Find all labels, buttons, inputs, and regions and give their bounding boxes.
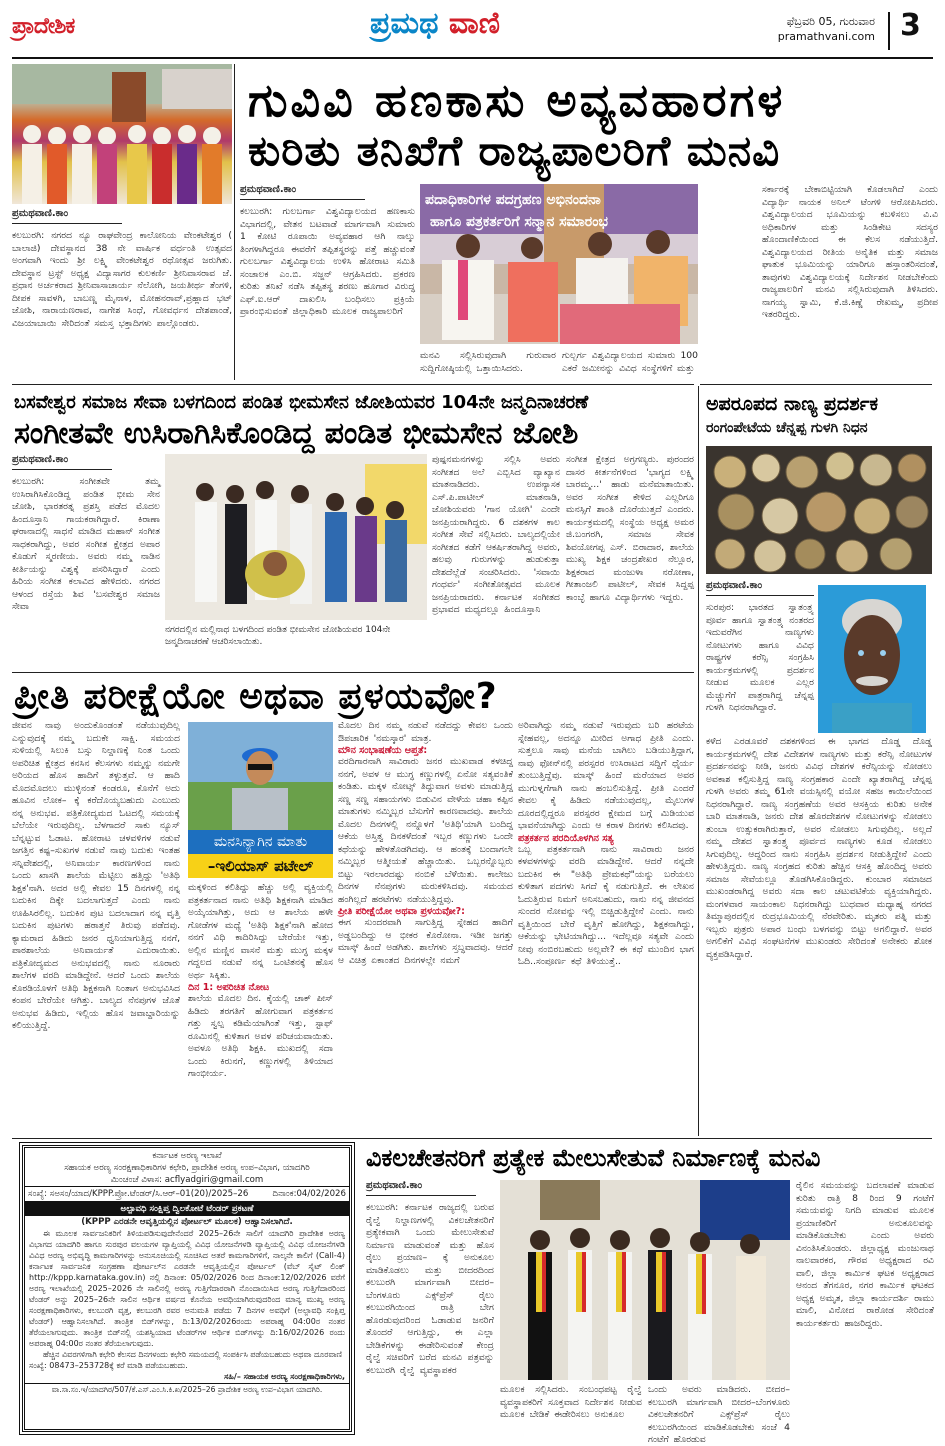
joshi-event-photo <box>165 454 427 620</box>
issue-date: ಫೆಬ್ರವರಿ 05, ಗುರುವಾರ <box>786 15 875 28</box>
story4-col-narrow-text: ಸುರಪುರ: ಭಾರತದ ಸ್ವಾತಂತ್ರ್ಯ ಪೂರ್ವ ಹಾಗೂ ಸ್ವಾತಂತ್ರ್ಯ ನಂತರದ ಇದುವರೆಗಿನ ನಾಣ್ಯಗಳು ನೋಟುಗಳು ಹಾಗೂ ವಿವಿಧ ರಾಷ್ಟ್ರಗಳ ಕರೆನ್ಸಿ ಸಂಗ್ರಹಿಸಿ ಕಾರ್ಯಕ್ರಮಗಳಲ್ಲಿ ಪ್ರದರ್ಶನ ನೀಡುವ ಮೂಲಕ ಎಲ್ಲರ ಮೆಚ್ಚುಗೆಗೆ ಪಾತ್ರರಾಗಿದ್ದ ಚೆನ್ನಪ್ಪ ಗುಳಗಿ ನಿಧನರಾಗಿದ್ದಾರೆ. <box>706 602 814 713</box>
section-name: ಪ್ರಾದೇಶಿಕ <box>12 14 75 39</box>
tender-ad <box>22 1145 352 1432</box>
author-box <box>188 722 333 878</box>
ad-email[interactable]: acflyadgiri@gmail.com <box>164 1175 264 1185</box>
story2-col1 <box>240 184 415 319</box>
story5-col2 <box>188 882 333 1081</box>
author-name: –ಇಲಿಯಾಸ್ ಪಟೇಲ್ <box>188 854 333 878</box>
story4-headline: ಅಪರೂಪದ ನಾಣ್ಯ ಪ್ರದರ್ಶಕ <box>706 393 879 415</box>
procession-photo-art <box>12 64 232 204</box>
story3-col1-text: ಕಲಬುರಗಿ: ಸಂಗೀತವೇ ತಮ್ಮ ಉಸಿರಾಗಿಸಿಕೊಂಡಿದ್ದ ಪಂಡಿತ ಭೀಮ ಸೇನ ಜೋಶಿ, ಭಾರತರತ್ನ ಪ್ರಶಸ್ತಿ ಪಡೆದ ಮೊದಲ ಹಿಂದೂಸ್ತಾನಿ ಗಾಯಕರಾಗಿದ್ದಾರೆ. ಕಿರಾಣಾ ಘರಾನಾದಲ್ಲಿ ಸಾಧನೆ ಮಾಡಿದ ಮಹಾನ್ ಸಂಗೀತ ಸಾಧಕರಾಗಿದ್ದು, ಅವರ ಸಂಗೀತ ಕ್ಷೇತ್ರದ ಅಪಾರ ಕೊಡುಗೆ ಸ್ಮರಣೀಯ. ಅವರು ನಮ್ಮ ನಾಡಿನ ಕೀರ್ತಿಯನ್ನು ವಿಶ್ವಕ್ಕೆ ಪಸರಿಸಿದ್ದಾರೆ ಎಂದು ಹಿರಿಯ ಸಂಗೀತ ಕಲಾವಿದ ಹೇಳಿದರು. ನಗರದ ಆಳಂದ ರಸ್ತೆಯ ಶಿವ 'ಬಸವೇಶ್ವರ ಸಮಾಜ ಸೇವಾ <box>12 476 160 612</box>
story5-col3-text-a: ಮೊದಲ ದಿನ ನಮ್ಮ ನಡುವೆ ನಡೆದದ್ದು ಕೇವಲ ಒಂದು ಔಪಚಾರಿಕ 'ನಮಸ್ಕಾರ' ಮಾತ್ರ. <box>338 720 513 744</box>
story3-headline: ಸಂಗೀತವೇ ಉಸಿರಾಗಿಸಿಕೊಂಡಿದ್ದ ಪಂಡಿತ ಭೀಮಸೇನ ಜೋಶಿ <box>14 416 579 451</box>
story5-col4-text-b: ಒಬ್ಬ ಪತ್ರಕರ್ತನಾಗಿ ನಾನು ಸಾವಿರಾರು ಜನರ ಕಳವಳಗಳನ್ನು ವರದಿ ಮಾಡಿದ್ದೇನೆ. ಆದರೆ ನನ್ನದೇ ಬದುಕಿನ ಈ "ಅತಿಥಿ ಪ್ರೇಮಕಥೆ"ಯನ್ನು ಬರೆಯಲು ಕುಳಿತಾಗ ಪದಗಳು ಸಿಗದೆ ಕೈ ನಡುಗುತ್ತಿದೆ. ಈ ಲೇಖನ ಓದುತ್ತಿರುವ ನಿಮಗೆ ಅನಿಸಬಹುದು, ನಾನು ನನ್ನ ಜೀವನದ ಸುಂದರ ನೋವನ್ನು ಇಲ್ಲಿ ಬಿಚ್ಚಿಡುತ್ತಿದ್ದೇನೆ ಎಂದು. ನಾನು ವೃತ್ತಿಯಿಂದ ಬೇರೆ ವೃತ್ತಿಗೆ ಹೋಗಿದ್ದು, ಶಿಕ್ಷಕನಾಗಿದ್ದು, ಆಕೆಯನ್ನು ಭೇಟಿಯಾಗಿದ್ದು... ಇದೆಲ್ಲವೂ ಸತ್ಯವೇ ಎಂದು ನೀವು ನಂಬಿರಬಹುದು ಅಲ್ಲವೇ? ಈ ಕಥೆ ಮುಂದಿನ ಭಾಗ ಓದಿ..ಸಂಪೂರ್ಣ ಕಥೆ ತಿಳಿಯುತ್ತೆ.. <box>518 843 694 967</box>
story5-subhead-truth: ಪತ್ರಕರ್ತನ ಪರದಿಯೊಳಗಿನ ಸತ್ಯ <box>518 832 614 844</box>
story6-col1 <box>366 1180 494 1377</box>
story6-col4: ರೈಲಿನ ಸಮಯವನ್ನು ಬದಲಾವಣೆ ಮಾಡುವ ಕುರಿತು ರಾತ್ರಿ 8 ರಿಂದ 9 ಗಂಟೆಗೆ ಸಮಯವನ್ನು ನಿಗದಿ ಮಾಡುವ ಮೂಲಕ ಪ್ರಯಾಣಿಕರಿಗೆ ಅನುಕೂಲವನ್ನು ಮಾಡಿಕೊಡಬೇಕು ಎಂದು ಅವರು ವಿನಂತಿಸಿಕೊಂಡರು. ಜಿಲ್ಲಾಧ್ಯಕ್ಷ ಮಂಜುನಾಥ ನಾಲವಾರಕರ, ಗೌರವ ಅಧ್ಯಕ್ಷರಾದ ರವಿ ವಾಲಿ, ಜಿಲ್ಲಾ ಕಾರ್ಮಿಕ ಘಟಕ ಅಧ್ಯಕ್ಷರಾದ ಆನಂದ ತೆಗನೂರ, ನಗರ ಕಾರ್ಮಿಕ ಘಟಕದ ಅಧ್ಯಕ್ಷ ಅಮೃತ, ಜಿಲ್ಲಾ ಕಾರ್ಯದರ್ಶಿ ರಾಮು ಮಾಲಿ, ವಿನೋದ ರಾಠೋಡ ಸೇರಿದಂತೆ ಕಾರ್ಯಕರ್ತರು ಹಾಜರಿದ್ದರು. <box>796 1180 934 1329</box>
railway-photo-art <box>500 1180 790 1380</box>
chennappa-portrait <box>818 585 926 733</box>
story5-col2-text-b: ಶಾಲೆಯ ಮೊದಲ ದಿನ. ಕೈಯಲ್ಲಿ ಚಾಕ್ ಪೀಸ್ ಹಿಡಿದು ತರಗತಿಗೆ ಹೋಗುವಾಗ ಪತ್ರಕರ್ತನ ಗತ್ತು ಸ್ವಲ್ಪ ಕಡಿಮೆಯಾಗಿಂತೆ ಇತ್ತು, ಸ್ಟಾಫ್ ರೂಮಿನಲ್ಲಿ ಕುಳಿತಾಗ ಅವಳ ಪರಿಚಯವಾಯಿತು. ಅವಳೂ ಅತಿಥಿ ಶಿಕ್ಷಕಿ. ಮುಖದಲ್ಲಿ ಸದಾ ಒಂದು ಕಿರುನಗೆ, ಕಣ್ಣುಗಳಲ್ಲಿ ತಿಳಿಯಾದ ಗಾಂಭೀರ್ಯ. <box>188 993 333 1079</box>
column-name: ಮನಸಿನ್ಯಾಗಿನ ಮಾತು <box>188 830 333 854</box>
coins-photo-art <box>706 446 932 574</box>
section-rule <box>700 384 932 385</box>
divider <box>888 12 890 50</box>
website-link[interactable]: pramathvani.com <box>777 30 875 43</box>
story3-kicker: ಬಸವೇಶ್ವರ ಸಮಾಜ ಸೇವಾ ಬಳಗದಿಂದ ಪಂಡಿತ ಭೀಮಸೇನ ಜೋಶಿಯವರ 104ನೇ ಜನ್ಮದಿನಾಚರಣೆ <box>14 392 589 413</box>
author-photo <box>188 722 333 830</box>
paper-name-part2: ವಾಣಿ <box>448 6 501 41</box>
press-meet-photo-art <box>420 184 698 344</box>
ad-reference-row <box>25 1186 349 1202</box>
column-divider <box>234 64 235 380</box>
story1-photo <box>12 64 232 204</box>
story5-col2-text-a: ಮಕ್ಕಳಿಂದ ಕಲಿತಿದ್ದು ಹೆಚ್ಚು ಅಲ್ಲಿ ವ್ಯಕ್ತಿಯಲ್ಲಿ ಪತ್ರಕರ್ತನಾದ ನಾನು ಅತಿಥಿ ಶಿಕ್ಷಕನಾಗಿ ಮಾಡಿದ ಅಯ್ಕೆಯಾಗಿತ್ತು, ಅದು ಆ ಶಾಲೆಯ ಹಳೇ ಗೋಡೆಗಳ ಮಧ್ಯೆ 'ಅತಿಥಿ ಶಿಕ್ಷಕ'ನಾಗಿ ಹೋದ ನನಗೆ ವಿಧಿ ಕಾದಿರಿಸಿದ್ದು ಬೇರೆಯೇ ಇತ್ತು, ಅಲ್ಲಿನ ಮಣ್ಣಿನ ವಾಸನೆ ಮತ್ತು ಮುಗ್ಧ ಮಕ್ಕಳ ಗದ್ದಲದ ನಡುವೆ ನನ್ನ ಒಂಟಿತನಕ್ಕೆ ಹೊಸ ಅರ್ಥ ಸಿಕ್ಕಿತು. <box>188 882 333 981</box>
portrait-art <box>818 585 926 733</box>
ad-email-label: ಮಿಂಚಂಚೆ ವಿಳಾಸ: <box>110 1175 163 1185</box>
story2-col2: ಮನವಿ ಸಲ್ಲಿಸಿರುವುದಾಗಿ ಗುರುವಾರ ಸುದ್ದಿಗೋಷ್ಠಿಯಲ್ಲಿ ಒತ್ತಾಯಿಸಿದರು. <box>420 350 556 374</box>
story3-photo-caption: ನಗರದಲ್ಲಿನ ಮಲ್ಲಿನಾಥ ಬಳಗದಿಂದ ಪಂಡಿತ ಭೀಮಸೇನ ಜೋಶಿಯವರ 104ನೇ ಜನ್ಮದಿನಾಚರಣೆ ಆಚರಿಸಲಾಯಿತು. <box>165 625 391 647</box>
ad-body-contact: ಹೆಚ್ಚಿನ ವಿವರಗಳಿಗಾಗಿ ಕಛೇರಿ ಕೆಲಸದ ದಿನಗಳಂದು ಕಛೇರಿ ಸಮಯದಲ್ಲಿ ಸಂಪರ್ಕಿಸಿ ಪಡೆಯಬಹುದು ಅಥವಾ ದೂರವಾಣಿ ಸಂಖ್ಯೆ: 08473–253728ಕ್ಕೆ ಕರೆ ಮಾಡಿ ಪಡೆಯಬಹುದು. <box>29 1350 343 1370</box>
story5-subhead-test: ಪ್ರೀತಿ ಪರೀಕ್ಷೆಯೋ ಅಥವಾ ಪ್ರಳಯವೋ?: <box>338 906 465 917</box>
story6-col2: ಮೂಲಕ ಸಲ್ಲಿಸಿದರು. ಸಂಬಂಧಪಟ್ಟ ರೈಲ್ವೆ ವ್ಯವಸ್ಥಾಪಕರಿಗೆ ಸೂಕ್ತವಾದ ನಿರ್ದೇಶನ ನೀಡುವ ಮೂಲಕ ಬೇಡಿಕೆ ಈಡೇರಿಸಲು ಅನುಕೂಲ <box>500 1384 642 1420</box>
story2-col4: ಸರ್ಕಾರಕ್ಕೆ ಬೇಕಾಬಿಟ್ಟಿಯಾಗಿ ಕೊಡಲಾಗಿದೆ ಎಂದು ವಿದ್ಯಾರ್ಥಿ ನಾಯಕ ಅನಿಲ್ ಟೆಂಗಳಿ ಆರೋಪಿಸಿದರು. ವಿಶ್ವವಿದ್ಯಾಲಯದ ಭೂಮಿಯನ್ನು ಕಬಳಿಸಲು ವಿ.ವಿ ಅಧಿಕಾರಿಗಳ ಮತ್ತು ಸಿಂಡಿಕೇಟ ಸದಸ್ಯರ ಹೊಂದಾಣಿಕೆಯಿಂದ ಈ ಕೆಲಸ ನಡೆಯುತ್ತಿದೆ. ವಿಶ್ವವಿದ್ಯಾಲಯದ ರೀತಿಯ ಅನೈತಿಕ ಮತ್ತು ಸಮಾಜ ಘಾತುಕ ಭೂಮಿಯನ್ನು ಯಾರಿಗೂ ಹಸ್ತಾಂತರಿಸದಂತೆ, ತಾವುಗಳು ವಿಶ್ವವಿದ್ಯಾಲಯಕ್ಕೆ ನಿರ್ದೇಶನ ನೀಡಬೇಕೆಂದು ರಾಜ್ಯಪಾಲರಿಗೆ ಮನವಿ ಸಲ್ಲಿಸಿರುವುದಾಗಿ ತಿಳಿಸಿದರು. ನಾಗಯ್ಯ ಸ್ವಾಮಿ, ಕೆ.ಜಿ.ಕಿಣ್ಣೆ ರೇಖಮ್ಮ, ಪ್ರದೀಪ ಇತರರಿದ್ದರು. <box>762 184 938 320</box>
press-meet-photo <box>420 184 698 344</box>
ad-body: ಈ ಮೂಲಕ ಸಾರ್ವಜನಿಕರಿಗೆ ತಿಳಿಯಪಡಿಸುವುದೇನೆಂದರೆ 2025–26ನೇ ಸಾಲಿಗೆ ಯಾದಗಿರಿ ಪ್ರಾದೇಶಿಕ ಅರಣ್ಯ ವಿಭಾಗದ ಯಾದಗಿರಿ ಹಾಗೂ ಸುರಪುರ ವಲಯಗಳ ವ್ಯಾಪ್ತಿಯಲ್ಲಿ ವಿವಿಧ ಯೋಜನೆಗಳಡಿ ವ್ಯಾಪ್ತಿಯಲ್ಲಿ ವಿವಿಧ ಯೋಜನೆಗಳಡಿ ವಿವಿಧ ಅರಣ್ಯ ಅಭಿವೃದ್ಧಿ ಕಾಮಗಾರಿಗಳನ್ನು ಅನುಸೂಚಿಯಲ್ಲಿ ಸೂಚಿಸಿದ ಅತರೆ ಕಾಮಗಾರಿಗಳಿಗೆ, ನಾಲ್ಕನೇ ಕಾಲಿಗೆ (Call-4) ಕರ್ನಾಟಕ ಸಾರ್ವಜನಿಕ ಸಂಗ್ರಹಣಾ ಪೋರ್ಟಲ್‌ನ ಎರಡನೇ ಆವೃತ್ತಿಯಲ್ಲಿನ ಪೋರ್ಟಲ್ (ವೆಬ್ ಸೈಟ್ ಲಿಂಕ್ http://kppp.karnataka.gov.in) ನಲ್ಲಿ ದಿನಾಂಕ: 05/02/2026 ರಿಂದ ದಿನಾಂಕ:12/02/2026 ವರೆಗೆ ಅರಣ್ಯ ಇಲಾಖೆಯಲ್ಲಿ 2025–2026 ನೇ ಸಾಲಿನಲ್ಲಿ ಅರಣ್ಯ ಗುತ್ತಿಗೆದಾರರಾಗಿ ನೊಂದಾಯಿಸಿದ ಅರಣ್ಯ ಗುತ್ತಿಗೆದಾರರಿಂದ ಟೆಂಡರ್ ಅನ್ನು 2025–26ನೇ ಸಾಲಿನ ಆರ್ಥಿಕ ವರ್ಷದ ಕೊನೆಯ ಅವಧಿಯಾಗಿರುವುದರಿಂದ ಮಾನ್ಯ ಮುಖ್ಯ ಅರಣ್ಯ ಸಂರಕ್ಷಣಾಧಿಕಾರಿಗಳು, ಕಲಬುರಗಿ ವೃತ್ತ, ಕಲಬುರಗಿ ರವರ ಅನುಮತಿ ಪಡೆದು 7 ದಿನಗಳ ಅವಧಿಗೆ (ಅಲ್ಪಾವಧಿ ಸಂಕ್ಷಿಪ್ತ ಟೆಂಡರ್) ಆಹ್ವಾನಿಸಲಾಗಿದೆ. ತಾಂತ್ರಿಕ ಬಿಡ್‌ಗಳನ್ನು, ದಿ:13/02/2026ರಂದು ಅಪರಾಹ್ನ 04:00ರ ನಂತರ ತೆರೆಯಲಾಗುವುದು. ತಾಂತ್ರಿಕ ಬಿಡ್‌ನಲ್ಲಿ ಯಶಸ್ವಿಯಾದ ಟೆಂಡರ್‌ಗಳ ಆರ್ಥಿಕ ಬಿಡ್‌ಗಳನ್ನು ದಿ:16/02/2026 ರಂದು ಅಪರಾಹ್ನ 04:00ರ ನಂತರ ತೆರೆಯಲಾಗುವುದು. <box>29 1229 345 1348</box>
story3-col3: ಸಂಗೀತ ಕ್ಷೇತ್ರದ ಅಗ್ರಗಣ್ಯರು. ಪುರಂದರ ದಾಸರ ಕೀರ್ತನೆಗಳಿಂದ 'ಭಾಗ್ಯದ ಲಕ್ಷ್ಮಿ ಬಾರಮ್ಮ...' ಹಾಡು ಮನೆಮಾತಾಯಿತು. ಅವರ ಸಂಗೀತ ಕೇಳಿದ ಎಲ್ಲರಿಗೂ ಮನಸ್ಸಿಗೆ ಶಾಂತಿ ದೊರೆಯುತ್ತದೆ ಎಂದರು. ಕಾರ್ಯಕ್ರಮದಲ್ಲಿ ಸಂಸ್ಥೆಯ ಅಧ್ಯಕ್ಷ ಅಮರ ಜಿ.ಬಂಗರಗಿ, ಸಮಾಜ ಸೇವಕ ಶಿವಯೋಗಪ್ಪ ಎಸ್. ಬಿರಾದಾರ, ಶಾಲೆಯ ಮುಖ್ಯ ಶಿಕ್ಷಕ ಚಂದ್ರಶೇಖರ ನೆಲ್ಲೂರ, ಶಿಕ್ಷಕರಾದ ಮಂಜುಳಾ ನರೋಣಾ, ಗೀತಾಂಜಲಿ ಪಾಟೀಲ್, ಸೇವಕ ಸಿದ್ದಪ್ಪ ಕಾಂಬ್ಳೆ ಹಾಗೂ ವಿದ್ಯಾರ್ಥಿಗಳು ಇದ್ದರು. <box>566 454 694 603</box>
story2-headline-line1: ಗುವಿವಿ ಹಣಕಾಸು ಅವ್ಯವಹಾರಗಳ <box>248 73 786 127</box>
page-number: 3 <box>900 8 921 43</box>
story6-headline: ವಿಕಲಚೇತನರಿಗೆ ಪ್ರತ್ಯೇಕ ಮೇಲುಸೇತುವೆ ನಿರ್ಮಾಣಕ್ಕೆ ಮನವಿ <box>366 1144 821 1172</box>
section-rule <box>12 384 694 385</box>
paper-name-part1: ಪ್ರಮಥ <box>370 6 439 41</box>
story1-body: ಕಲಬುರಗಿ: ನಗರದ ನ್ಯೂ ರಾಘವೇಂದ್ರ ಕಾಲೋನಿಯ ವೇಂಕಟೇಶ್ವರ ( ಬಾಲಾಜಿ) ದೇವಸ್ಥಾನದ 38 ನೇ ವಾರ್ಷಿಕ ವರ್ಧಂತಿ ಉತ್ಸವದ ಅಂಗವಾಗಿ ಇಂದು ಶ್ರೀ ಲಕ್ಷ್ಮಿ ವೇಂಕಟೇಶ್ವರ ರಥೋತ್ಸವ ಜರುಗಿತು. ದೇವಸ್ಥಾನ ಟ್ರಸ್ಟ್ ಅಧ್ಯಕ್ಷ ವಿದ್ಯಾಸಾಗರ ಕುಲಕರ್ಣಿ ಶ್ರೀನಿವಾಸರಾವ ಜೆ. ಪ್ರಧಾನ ಅರ್ಚಕರಾದ ಶ್ರೀನಿವಾಸಾಚಾರ್ಯ ನೆಲೋಗಿ, ಜಯತೀರ್ಥ ತೆಂಗಳಿ, ದೀಪಕ ಸಾವಳಗಿ, ಬಾಬಣ್ಣ ಮೈನಾಳ, ಮೋಹನರಾವ್,ಪ್ರಹ್ಲಾದ ಭಟ್ ಜೋಶಿ, ನಾರಾಯಣರಾವ, ನಾಗೇಶ ಸಿಂಧೆ, ಗೋವರ್ಧನ ದೇಶಪಾಂಡೆ, ವಿಜಯಾಬಾಯಿ ಸೇರಿದಂತೆ ಸಮಸ್ತ ಭಕ್ತಾದಿಗಳು ಪಾಲ್ಗೊಂಡರು. <box>12 230 232 329</box>
story4-body: ಕಳೆದ ಎರಡೂವರೆ ದಶಕಗಳಿಂದ ಈ ಭಾಗದ ದೊಡ್ಡ ದೊಡ್ಡ ಕಾರ್ಯಕ್ರಮಗಳಲ್ಲಿ ದೇಶ ವಿದೇಶಗಳ ನಾಣ್ಯಗಳು ಮತ್ತು ಕರೆನ್ಸಿ ನೋಟುಗಳ ಪ್ರದರ್ಶನವನ್ನು ನೀಡಿ, ಜನರು ವಿವಿಧ ದೇಶಗಳ ಕರೆನ್ಸಿಯನ್ನು ನೋಡಲು ಅವಕಾಶ ಕಲ್ಪಿಸುತ್ತಿದ್ದ ನಾಣ್ಯ ಸಂಗ್ರಹಕಾರ ಎಂದೇ ಖ್ಯಾತರಾಗಿದ್ದ ಚೆನ್ನಪ್ಪ ಗುಳಗಿ ಅವರು ತಮ್ಮ 61ನೇ ವಯಸ್ಸಿನಲ್ಲಿ ವಯೋ ಸಹಜ ಕಾಯಿಲೆಯಿಂದ ನಿಧನರಾಗಿದ್ದಾರೆ. ನಾಣ್ಯ ಸಂಗ್ರಹಣೆಯ ಅವರ ಆಸಕ್ತಿಯ ಕುರಿತು ಅನೇಕ ಬಾರಿ ಮಾತನಾಡಿ, ಜನರು ದೇಶ ಹೊರದೇಶಗಳ ನೋಟುಗಳನ್ನು ನೋಡಲು ತುಂಬಾ ಉತ್ಸುಕರಾಗಿರುತ್ತಾರೆ, ಅವರ ನೋಡಲು ಸಿಗುವುದಿಲ್ಲ. ಅಲ್ಲದೆ ನಮ್ಮ ದೇಶದ ಸ್ವಾತಂತ್ರ್ಯ ಪೂರ್ವದ ನಾಣ್ಯಗಳು ಕೂಡ ನೋಡಲು ಸಿಗುವುದಿಲ್ಲ. ಆದ್ದರಿಂದ ನಾನು ಸಂಗ್ರಹಿಸಿ ಪ್ರದರ್ಶನ ನೀಡುತ್ತಿದ್ದೇನೆ ಎಂದು ಹೇಳುತ್ತಿದ್ದರು. ನಾಣ್ಯ ಸಂಗ್ರಹದ ಕುರಿತು ಹೆಚ್ಚಿನ ಆಸಕ್ತಿ ಹೊಂದಿದ್ದ ಅವರು ಸಮಾಜ ಸೇವೆಯಲ್ಲೂ ತೊಡಗಿಸಿಕೊಂಡಿದ್ದರು. ಕುಂಬಾರ ಸಮಾಜದ ಮುಖಂಡರಾಗಿದ್ದ ಅವರು ಸದಾ ಕಾಲ ಚಟುವಟಿಕೆಯ ವ್ಯಕ್ತಿಯಾಗಿದ್ದರು. ಮಂಗಳವಾರ ಸಾಯಂಕಾಲ ನಿಧನರಾಗಿದ್ದು ಬುಧವಾರ ಮಧ್ಯಾಹ್ನ ನಗರದ ತಿಮ್ಮಾಪುರದಲ್ಲಿನ ರುದ್ರಭೂಮಿಯಲ್ಲಿ ನೆರವೇರಿತು. ಮೃತರು ಪತ್ನಿ ಮತ್ತು ಇಬ್ಬರು ಪುತ್ರರು ಅಪಾರ ಬಂಧು ಬಳಗವನ್ನು ಬಿಟ್ಟು ಅಗಲಿದ್ದಾರೆ. ಅವರ ಅಗಲಿಕೆಗೆ ವಿವಿಧ ಸಂಘಟನೆಗಳ ಮುಖಂಡರು ಸೇರಿದಂತೆ ಅನೇಕರು ಶೋಕ ವ್ಯಕ್ತಪಡಿಸಿದ್ದಾರೆ. <box>706 736 932 960</box>
story5-subhead-silence: ಮೌನ ಸಂಭಾಷಣೆಯ ಆಪ್ತತೆ: <box>338 745 428 756</box>
coins-photo <box>706 446 932 574</box>
story6-byline: ಪ್ರಮಥವಾಣಿ.ಕಾಂ <box>366 1180 476 1196</box>
story5-col3 <box>338 720 513 967</box>
banner-text-1: ಪದಾಧಿಕಾರಿಗಳ ಪದಗ್ರಹಣ ಅಭಿನಂದನಾ <box>425 192 601 208</box>
author-photo-art <box>188 722 333 830</box>
joshi-event-photo-art <box>165 454 427 620</box>
ad-subtitle: (KPPP ಎರಡನೇ ಆವೃತ್ತಿಯಲ್ಲಿನ ಪೋರ್ಟಲ್ ಮೂಲಕ) ಆಹ್ವಾನಿಸಲಾಗಿದೆ. <box>81 1217 293 1227</box>
story2-col1-text: ಕಲಬುರಗಿ: ಗುಲಬರ್ಗಾ ವಿಶ್ವವಿದ್ಯಾಲಯದ ಹಣಕಾಸು ವಿಭಾಗದಲ್ಲಿ, ವೇತನ ಬಟವಾಡೆ ಮಾರ್ಗವಾಗಿ ಸುಮಾರು 1 ಕೋಟಿ ರೂಪಾಯಿ ಅವ್ಯವಹಾರ ಆಗಿ ನಾಲ್ಕು ತಿಂಗಳಾಗಿದ್ದರೂ ಈವರೆಗೆ ತಪ್ಪಿತಸ್ಥರನ್ನು ಪತ್ತೆ ಹಚ್ಚುವಂತೆ ಗುಲಬರ್ಗಾ ವಿಶ್ವವಿದ್ಯಾಲಯ ಉಳಿಸಿ ಹೋರಾಟ ಸಮಿತಿ ಸಂಚಾಲಕ ಎಂ.ಬಿ. ಸಜ್ಜನ್ ಆಗ್ರಹಿಸಿದರು. ಪ್ರಕರಣ ಕುರಿತು ತನಿಖೆ ನಡೆಸಿ ತಪ್ಪಿತಸ್ಥ ಶರಣು ಹೂಗಾರ ವಿರುದ್ಧ ಎಫ್.ಐ.ಆರ್ ದಾಖಲಿಸಿ ಬಂಧಿಸಲು ಪ್ರಕ್ರಿಯೆ ಪ್ರಾರಂಭಿಸುವಂತೆ ಜಿಲ್ಲಾಧಿಕಾರಿ ಮೂಲಕ ರಾಜ್ಯಪಾಲರಿಗೆ <box>240 206 415 317</box>
story1 <box>12 208 232 330</box>
story3-col1 <box>12 454 160 614</box>
story3-byline: ಪ್ರಮಥವಾಣಿ.ಕಾಂ <box>12 454 112 470</box>
railway-memo-photo <box>500 1180 790 1380</box>
section-rule <box>12 1138 932 1139</box>
ad-office: ಸಹಾಯಕ ಅರಣ್ಯ ಸಂರಕ್ಷಣಾಧಿಕಾರಿಗಳ ಕಛೇರಿ, ಪ್ರಾದೇಶಿಕ ಅರಣ್ಯ ಉಪ–ವಿಭಾಗ, ಯಾದಗಿರಿ <box>64 1163 310 1173</box>
story5-col1: ಜೀವನ ನಾವು ಅಂದುಕೊಂಡಂತೆ ನಡೆಯುವುದಿಲ್ಲ ಎನ್ನುವುದಕ್ಕೆ ನಮ್ಮ ಬದುಕೇ ಸಾಕ್ಷಿ. ಸಮಯದ ಸುಳಿಯಲ್ಲಿ ಸಿಲುಕಿ ಬಸ್ಸು ನಿಲ್ದಾಣಕ್ಕೆ ನಿಂತ ಒಂದು ಅಪರಿಚಿತ ಕ್ಷೇತ್ರದ ಕನಸಿನ ಕೆಲಸಗಳು ನಮ್ಮನ್ನು ನಮಗೇ ಅರಿಯದ ಹೊಸ ಹಾದಿಗೆ ತಳ್ಳುತ್ತವೆ. ಆ ಹಾದಿ ಮೊದಮೊದಲು ಮುಳ್ಳಿನಂತೆ ಕಂಡರೂ, ಕೊನೆಗೆ ಅದು ಹೂವಿನ ಲೋಕ– ಕ್ಕೆ ಕರೆದೊಯ್ಯಬಹುದು ಎಂಬುದು ನನ್ನ ಅನುಭವ. ಪತ್ರಿಕೋದ್ಯಮದ ಓಟದಲ್ಲಿ ಸಮಯಕ್ಕೆ ಬೆಲೆಯೇ ಇರುವುದಿಲ್ಲ. ಬೆಳಗಾದರೆ ಸಾಕು ನ್ಯೂಸ್ ಬೆನ್ನಟ್ಟುವ ಓಡಾಟ. ಹೋರಾಟ ಚಳವಳಿಗಳ ನಡುವೆ ಜಗತ್ತಿನ ಕಷ್ಟ–ಸುಖಗಳ ನಡುವೆ ನಾವು ಬದುಕು ಇಂತಹ ಸನ್ನಿವೇಶದಲ್ಲಿ, ಅನಿವಾರ್ಯ ಕಾರಣಗಳಿಂದ ನಾನು ಒಂದು ಖಾಸಗಿ ಶಾಲೆಯ ಮೆಟ್ಟಿಲು ಹತ್ತಿದ್ದು 'ಅತಿಥಿ ಶಿಕ್ಷಕ'ನಾಗಿ. ಅದರ ಅಲ್ಲಿ ಕೇವಲ 15 ದಿನಗಳಲ್ಲಿ ನನ್ನ ಬದುಕಿನ ದಿಕ್ಕೇ ಬದಲಾಗುತ್ತದೆ ಎಂದು ನಾನು ಊಹಿಸಿರಲಿಲ್ಲ. ಬದುಕಿನ ಪುಟ ಬದಲಾದಾಗ ನನ್ನ ವೃತ್ತಿ ಬದುಕಿನ ಪುಟಗಳು ಹಠಾತ್ತನೆ ತಿರುವು ಪಡೆದವು. ಕ್ಯಾಮರಾದ ಹಿಡಿದು ಜನರ ಧ್ವನಿಯಾಗುತ್ತಿದ್ದ ನನಗೆ, ಪಾಠಶಾಲೆಯ ಅನಿವಾರ್ಯತೆ ಎದುರಾಯಿತು. ಪತ್ರಿಕೋದ್ಯಮದ ಅನುಭವದಲ್ಲಿ ನಾನು ನೂರಾರು ಶಾಲೆಗಳ ವರದಿ ಮಾಡಿದ್ದೇನೆ. ಆದರೆ ಒಂದು ಶಾಲೆಯ ಕೊಠಡಿಯೊಳಗೆ ಅತಿಥಿ ಶಿಕ್ಷಕನಾಗಿ ನಿಂತಾಗ ಅನುಭವಿಸಿದ ಕಂಪನ ಬೇರೆಯೇ ಆಗಿತ್ತು. ಬಾಲ್ಯದ ನೆನಪುಗಳ ಜೊತೆ ಅನುಭವ ಹಿಡಿದು, ಇಲ್ಲಿಯ ಹೊಸ ಜವಾಬ್ದಾರಿಯನ್ನು ಕಲಿಯುತ್ತಿದ್ದೆ. <box>12 720 181 1031</box>
story4-byline: ಪ್ರಮಥವಾಣಿ.ಕಾಂ <box>706 580 814 596</box>
ad-footer: ವಾ.ಸಾ.ಸಂ.ಇ/ಯಾದಗಿರ/507/ಕೆ.ಎಸ್.ಎಂ.ಸಿ.ಕಿ.ಖ/2025–26 ಪ್ರಾದೇಶಿಕ ಅರಣ್ಯ ಉಪ–ವಿಭಾಗ ಯಾದಗಿರಿ. <box>25 1383 349 1396</box>
ad-ref-number: ಸಂಖ್ಯೆ: ಸಅಸಂ/ಯಾದ/KPPP.ಪ್ರೋ.ಟೆಂಡರ್/ಸಿ.ಆರ್–01(20)/2025–26 <box>28 1189 249 1199</box>
ad-department: ಕರ್ನಾಟಕ ಅರಣ್ಯ ಇಲಾಖೆ <box>152 1151 222 1161</box>
ad-signature: ಸಹಿ/– ಸಹಾಯಕ ಅರಣ್ಯ ಸಂರಕ್ಷಣಾಧಿಕಾರಿಗಳು, <box>224 1372 345 1381</box>
ad-ref-date: ದಿನಾಂಕ:04/02/2026 <box>272 1189 346 1199</box>
story2-byline: ಪ್ರಮಥವಾಣಿ.ಕಾಂ <box>240 184 365 200</box>
ad-email-line <box>25 1174 349 1186</box>
story5-col3-text-b: ವರದಿಗಾರನಾಗಿ ಸಾವಿರಾರು ಜನರ ಮುಖವಾಡ ಕಳಚಿದ್ದ ನನಗೆ, ಅವಳ ಆ ಮುಗ್ಧ ಕಣ್ಣುಗಳಲ್ಲಿ ಏನೋ ಸತ್ಯವಂತಿಕೆ ಕಂಡಿತು. ಮಕ್ಕಳ ನೋಟ್ಸ್ ತಿದ್ದುವಾಗ ಅವಳು ಮಾಡುತ್ತಿದ್ದ ಸಣ್ಣ ಸಣ್ಣ ಸಹಾಯಗಳು ಬಿಡುವಿನ ವೇಳೆಯ ಚಹಾ ಕಪ್ಪಿನ ಮಾತುಗಳು ನಮ್ಮಿಬ್ಬರ ಬೆಸುಗೆಗೆ ಕಾರಣವಾದವು. ಶಾಲೆಯ ಮೊದಲ ದಿನಗಳಲ್ಲಿ ನನ್ನೊಳಗೆ 'ಅತಿಥಿ'ಯಾಗಿ ಬಂದಿದ್ದ ಆಕೆಯ ಅಸ್ತಿತ್ವ ದಿನಕಳೆದಂತೆ ಇಬ್ಬರ ಕಣ್ಣುಗಳು ಒಂದೇ ಕಥೆಯನ್ನು ಹೇಳತೊಡಗಿದವು. ಆ ಹಂತಕ್ಕೆ ಬಂದಾಗಲೇ ನಮ್ಮಿಬ್ಬರ ಆತ್ಮೀಯತೆ ಹೆಚ್ಚಾಯಿತು. ಒಬ್ಬರನ್ನೊಬ್ಬರು ಬಿಟ್ಟು ಇರಲಾರದಷ್ಟು ನಂಬಿಕೆ ಬೆಳೆಯಿತು. ಕಾಲೇಜು ದಿನಗಳ ನೆನಪುಗಳು ಮರುಕಳಿಸಿದವು. ಸಮಯದ ಹಂಗಿಲ್ಲದೆ ಹರಟೆಗಳು ನಡೆಯುತ್ತಿದ್ದವು. <box>338 756 513 905</box>
story5-subhead-day1: ದಿನ 1: ಅಪರಿಚಿತ ನೋಟ <box>188 982 270 993</box>
paper-logo[interactable] <box>370 6 500 41</box>
story2-col3: ಗುಲ್ಬರ್ಗ ವಿಶ್ವವಿದ್ಯಾಲಯದ ಸುಮಾರು 100 ಎಕರೆ ಜಮೀನನ್ನು ವಿವಿಧ ಸಂಸ್ಥೆಗಳಿಗೆ ಮತ್ತು <box>562 350 698 374</box>
column-divider <box>698 386 699 1136</box>
dateline <box>778 14 875 44</box>
masthead-rule <box>12 57 933 59</box>
story5-col3-text-c: ಈಗ ಸುಂದರವಾಗಿ ಸಾಗುತ್ತಿದ್ದ ಸ್ನೇಹದ ಹಾದಿಗೆ ಅಡ್ಡಬಂದಿದ್ದು ಆ ಭೀಕರ ಕೊರೋನಾ. ಇಡೀ ಜಗತ್ತು ಮಾಸ್ಕ್ ಹಿಂದೆ ಅಡಗಿತು. ಶಾಲೆಗಳು ಸ್ತಬ್ಧವಾದವು. ಆದರೆ ಆ ವಿಚಿತ್ರ ಏಕಾಂತದ ದಿನಗಳಲ್ಲೇ ನಮಗೆ <box>338 917 513 966</box>
story2-headline-line2: ಕುರಿತು ತನಿಖೆಗೆ ರಾಜ್ಯಪಾಲರಿಗೆ ಮನವಿ <box>248 126 781 175</box>
story3-col2: ಪುಷ್ಪನಮನಗಳನ್ನು ಸಲ್ಲಿಸಿ ಅವರು ಸಂಗೀತದ ಅಲೆ ಎಬ್ಬಿಸಿದ ವ್ಯಾಖ್ಯಾನ ಮಾತನಾಡಿದರು. ಉಪನ್ಯಾಸಕ ಎಸ್.ಪಿ.ಪಾಟೀಲ್ ಮಾತನಾಡಿ, ಜೋಶಿಯವರು 'ಗಾನ ಯೋಗಿ' ಎಂದೇ ಜನಪ್ರಿಯರಾಗಿದ್ದರು. 6 ದಶಕಗಳ ಕಾಲ ಸಂಗೀತ ಸೇವೆ ಸಲ್ಲಿಸಿದರು. ಬಾಲ್ಯದಲ್ಲಿಯೇ ಸಂಗೀತದ ಕಡೆಗೆ ಆಕರ್ಷಿತರಾಗಿದ್ದ ಅವರು, ಹಲವು ಗುರುಗಳನ್ನು ಹುಡುಕುತ್ತಾ ದೇಶದೆಲ್ಲೆಡೆ ಸಂಚರಿಸಿದರು. 'ಸವಾಯಿ ಗಂಧರ್ವ' ಸಂಗೀತೋತ್ಸವದ ಮೂಲಕ ಜನಪ್ರಿಯರಾದರು. ಕರ್ನಾಟಕ ಸಂಗೀತದ ಪ್ರಭಾವದ ಮಧ್ಯದಲ್ಲೂ ಹಿಂದೂಸ್ತಾನಿ <box>432 454 560 615</box>
story6-col1-text: ಕಲಬುರಗಿ: ಕರ್ನಾಟಕ ರಾಜ್ಯದಲ್ಲಿ ಬರುವ ರೈಲ್ವೆ ನಿಲ್ದಾಣಗಳಲ್ಲಿ ವಿಕಲಚೇತನರಿಗೆ ಪ್ರತ್ಯೇಕವಾಗಿ ಒಂದು ಮೇಲುಸೇತುವೆ ನಿರ್ಮಾಣ ಮಾಡುವಂತೆ ಮತ್ತು ಹೊಸ ರೈಲು ಪ್ರಯಾಣ– ಕ್ಕೆ ಅನುಕೂಲ ಮಾಡಿಕೊಡಲು ಮತ್ತು ಬೀದರದಿಂದ ಕಲಬುರಗಿ ಮಾರ್ಗವಾಗಿ ಬೀದರ–ಬೆಂಗಳೂರು ಎಕ್ಸ್‌ಪ್ರೆಸ್ ರೈಲು ಕಲಬುರಗಿಯಿಂದ ರಾತ್ರಿ ಬೇಗ ಹೊರಡುವುದರಿಂದ ಓಡಾಡುವ ಜನರಿಗೆ ತೊಂದರೆ ಆಗುತ್ತಿದ್ದು, ಈ ಎಲ್ಲಾ ಬೇಡಿಕೆಗಳನ್ನು ಈಡೇರಿಸುವಂತೆ ಕೇಂದ್ರ ರೈಲ್ವೆ ಸಚಿವರಿಗೆ ಬರೆದ ಮನವಿ ಪತ್ರವನ್ನು ಕಲಬುರಗಿ ರೈಲ್ವೆ ವ್ಯವಸ್ಥಾಪಕರ <box>366 1202 494 1376</box>
story4-col-narrow <box>706 580 814 715</box>
story1-byline: ಪ್ರಮಥವಾಣಿ.ಕಾಂ <box>12 208 122 224</box>
banner-text-2: ಹಾಗೂ ಪತ್ರಕರ್ತರಿಗೆ ಸನ್ಮಾನ ಸಮಾರಂಭ <box>430 214 608 230</box>
story5-col4-text-a: ಅರಿವಾಗಿದ್ದು ನಮ್ಮ ನಡುವೆ ಇರುವುದು ಬರಿ ಹರಟೆಯ ಸ್ನೇಹವಲ್ಲ, ಅದನ್ನೂ ಮೀರಿದ ಅಗಾಧ ಪ್ರೀತಿ ಎಂದು. ಸುತ್ತಲೂ ಸಾವು ಮನೆಯ ಬಾಗಿಲು ಬಡಿಯುತ್ತಿದ್ದಾಗ, ನಾವು ಫೋನ್‌ನಲ್ಲಿ ಪರಸ್ಪರರ ಉಸಿರಾಟದ ಸದ್ದಿಗೆ ಧೈರ್ಯ ತುಂಬುತ್ತಿದ್ದೆವು. ಮಾಸ್ಕ್ ಹಿಂದೆ ಮರೆಯಾದ ಅವರ ಮುಗುಳ್ನಗೆಗಾಗಿ ನಾನು ಹಂಬಲಿಸುತ್ತಿದ್ದೆ. ಪ್ರೀತಿ ಎಂದರೆ ಕೇವಲ ಕೈ ಹಿಡಿದು ನಡೆಯುವುದಲ್ಲ, ಮೈಲುಗಳ ದೂರದಲ್ಲಿದ್ದರೂ ಪರಸ್ಪರರ ಕ್ಷೇಮದ ಬಗ್ಗೆ ಮಿಡಿಯುವ ಭಾವನೆಯಾಗಿದ್ದು ಎಂದು ಆ ಕರಾಳ ದಿನಗಳು ಕಲಿಸಿದವು. <box>518 720 694 831</box>
section-rule <box>12 672 694 673</box>
ad-title: ಅಲ್ಪಾವಧಿ ಸಂಕ್ಷಿಪ್ತ ದ್ವಿಲಕೋಟೆ ಟೆಂಡರ್ ಪ್ರಕಟಣೆ <box>25 1202 349 1216</box>
story5-headline: ಪ್ರೀತಿ ಪರೀಕ್ಷೆಯೋ ಅಥವಾ ಪ್ರಳಯವೋ? <box>14 676 498 717</box>
story5-col4 <box>518 720 694 969</box>
story4-subheadline: ರಂಗಂಪೇಟೆಯ ಚೆನ್ನಪ್ಪ ಗುಳಗಿ ನಿಧನ <box>706 420 868 436</box>
story6-col3: ಒಂದು ಅವರು ಮಾಡಿದರು. ಬೀದರ– ಕಲಬುರಗಿ ಮಾರ್ಗವಾಗಿ ಬೀದರ–ಬೆಂಗಳೂರು ವಿಕಲಚೇತನರಿಗೆ ಎಕ್ಸ್‌ಪ್ರೆಸ್ ರೈಲು ಕಲಬುರಗಿಯಿಂದ ಮಾಡಿಕೊಡಬೇಕು ಸಂಜೆ 4 ಗಂಟೆಗೆ ಹೊರಡುವ <box>648 1384 790 1445</box>
